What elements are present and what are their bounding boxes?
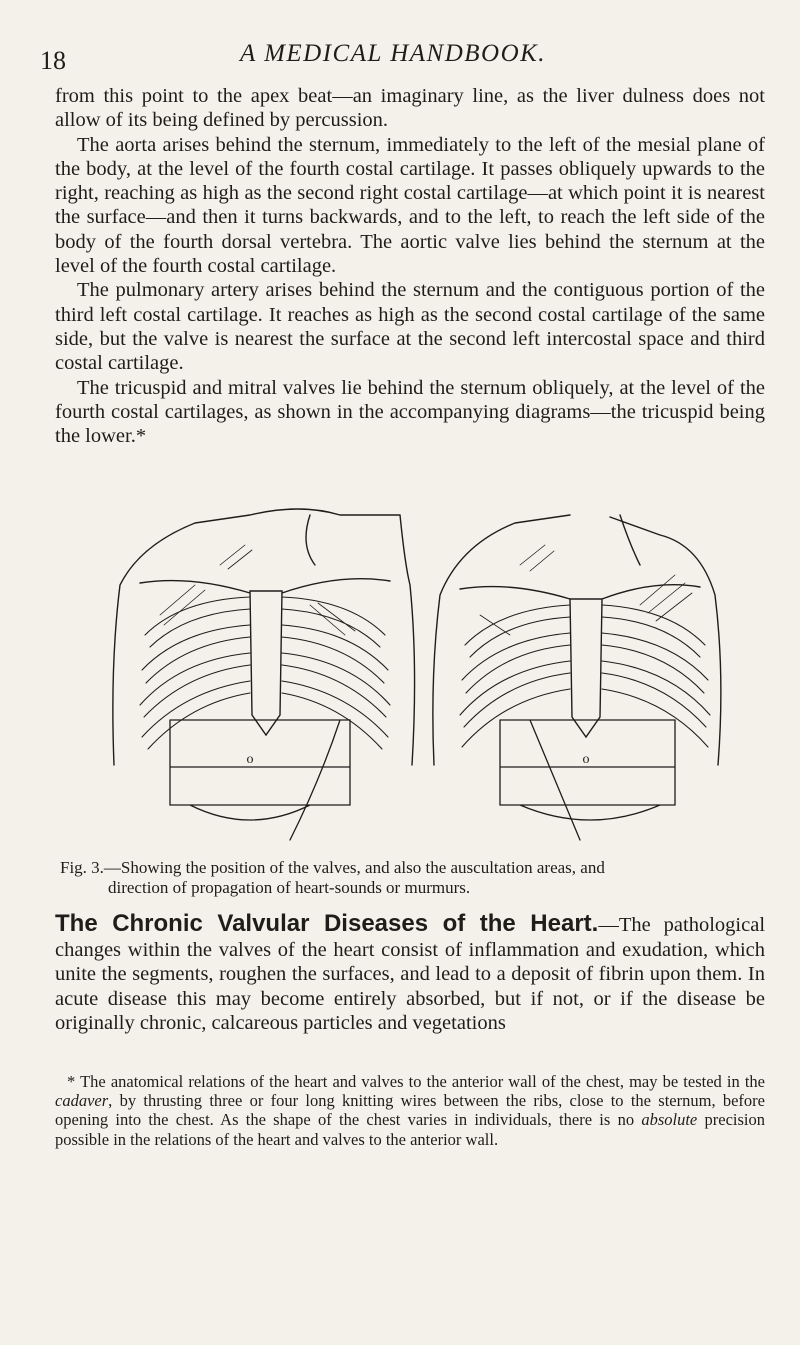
body-text — [55, 84, 765, 448]
right-clavicle — [282, 579, 390, 593]
paragraph-pulmonary-artery: The pulmonary artery arises behind the sternum and the contiguous portion of the third left costal cartilage. It reaches as high as the second costal cartilage of the same side, but the valve is nearest the surface at the second left intercostal space and third costal cartilage. — [55, 279, 765, 375]
caption-line-1: Fig. 3.—Showing the position of the valves, and also the auscultation areas, and — [60, 858, 605, 877]
right-clavicle-right — [602, 585, 700, 599]
footnote-cadaver: cadaver — [55, 1091, 109, 1111]
chest-diagram-figure — [100, 505, 740, 845]
right-hatching — [480, 545, 692, 635]
section-text: —The pathological changes within the valves of the heart consist of inflammation and exudation, which unite the segments, roughen the surfaces, and lead to a deposit of fibrin upon them. In acute disease this may become entirely absorbed, but if not, or if the disease be originally chronic, calcareous particles and vegetations — [55, 914, 766, 1035]
footnote-paragraph — [55, 1072, 765, 1149]
right-sternum — [570, 599, 602, 737]
right-valve-marker: o — [582, 752, 590, 767]
page-number: 18 — [40, 46, 66, 75]
running-head: A MEDICAL HANDBOOK. — [240, 40, 547, 67]
footnote-text-middle: , by thrusting three or four long knitting wires between the ribs, close to the sternum, before opening into the chest. As the shape of the chest varies in individuals, there is no — [55, 1091, 765, 1130]
right-auscultation-areas — [500, 720, 675, 840]
right-clavicle-left — [460, 587, 570, 599]
page-header — [40, 40, 760, 80]
right-torso-diagram — [433, 515, 721, 840]
footnote-text-before: * The anatomical relations of the heart and valves to the anterior wall of the chest, may be tested in the — [67, 1072, 765, 1091]
footnote — [55, 1072, 765, 1149]
caption-line-2: direction of propagation of heart-sounds or murmurs. — [108, 878, 471, 897]
figure-caption — [60, 858, 760, 898]
paragraph-apex-beat: from this point to the apex beat—an imaginary line, as the liver dulness does not allow of its being defined by percussion. — [55, 85, 765, 132]
right-torso-outline — [433, 515, 721, 765]
left-auscultation-areas — [170, 720, 350, 840]
left-sternum — [250, 591, 282, 735]
footnote-text-after: precision possible in the relations of the heart and valves to the anterior wall. — [55, 1110, 766, 1149]
footnote-absolute: absolute — [641, 1110, 698, 1130]
paragraph-tricuspid-mitral: The tricuspid and mitral valves lie behind the sternum obliquely, at the level of the fourth costal cartilages, as shown in the accompanying diagrams—the tricuspid being the lower.* — [55, 376, 765, 448]
paragraph-aorta: The aorta arises behind the sternum, immediately to the left of the mesial plane of the body, at the level of the fourth costal cartilage. It passes obliquely upwards to the right, reaching as high as the second right costal cartilage—at which point it is nearest the surface—and then it turns backwards, and to the left, to reach the left side of the body of the fourth dorsal vertebra. The aortic valve lies behind the sternum at the level of the fourth costal cartilage. — [55, 133, 765, 278]
chronic-valvular-section — [55, 912, 765, 1036]
left-ribs — [140, 597, 390, 749]
left-torso-outline — [113, 509, 415, 765]
left-clavicle — [140, 581, 250, 593]
left-torso-diagram — [113, 509, 415, 840]
left-valve-marker: o — [246, 752, 254, 767]
section-heading: The Chronic Valvular Diseases of the Heart. — [55, 910, 599, 937]
